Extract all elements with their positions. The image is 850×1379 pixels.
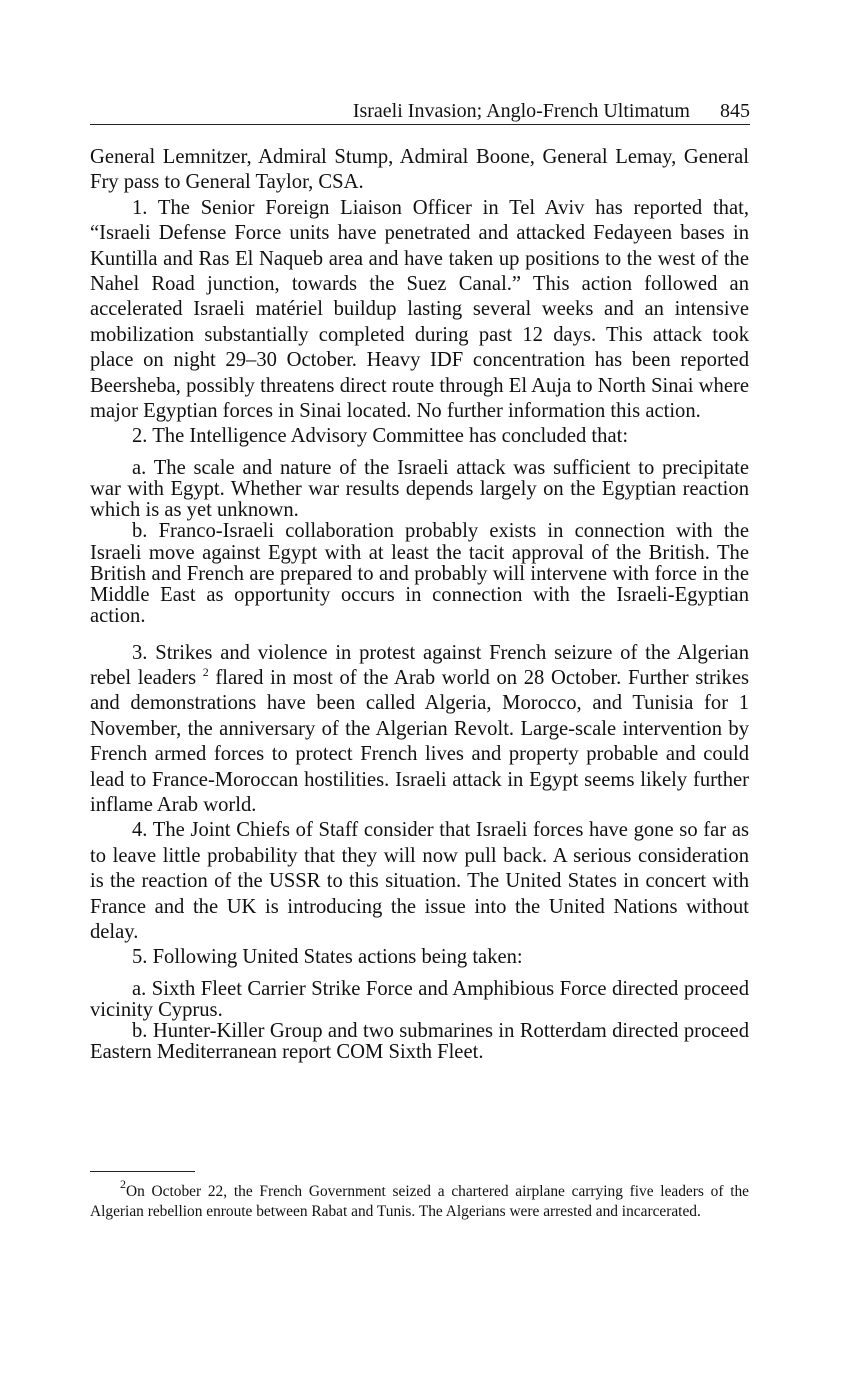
footnote-text: On October 22, the French Government seized a chartered airplane carrying five leaders of the Algerian rebellion enroute between Rabat and Tunis. The Algerians were arrested and incarcerated. [90, 1183, 749, 1220]
paragraph-2: 2. The Intelligence Advisory Committee has concluded that: [132, 425, 629, 448]
paragraph-4: 4. The Joint Chiefs of Staff consider that Israeli forces have gone so far as to leave little probability that they will now pull back. A serious consideration is the reaction of the USSR to this situation. The United States in concert with France and the UK is introducing the issue into the United Nations without delay. [90, 819, 749, 943]
running-title: Israeli Invasion; Anglo-French Ultimatum [352, 100, 690, 122]
footnote-divider [90, 1171, 195, 1172]
paragraph-2b: b. Franco-Israeli collaboration probably exists in connection with the Israeli move against Egypt with at least the tacit approval of the British. The British and French are prepared to and probably will intervene with force in the Middle East as opportunity occurs in connection with the Israeli-Egyptian action. [90, 520, 749, 628]
body-text [90, 145, 749, 1064]
paragraph-5b: b. Hunter-Killer Group and two submarines in Rotterdam directed proceed Eastern Mediterranean report COM Sixth Fleet. [90, 1020, 749, 1064]
footnote [90, 1177, 749, 1221]
footnote-marker: 2 [120, 1177, 126, 1191]
addressee-paragraph: General Lemnitzer, Admiral Stump, Admiral Boone, General Lemay, General Fry pass to General Taylor, CSA. [90, 146, 749, 194]
paragraph-3 [90, 641, 749, 819]
paragraph-3-start: 3. Strikes and violence in protest against French seizure of the Algerian rebel leaders [90, 641, 749, 689]
running-header [90, 99, 750, 125]
paragraph-3-end: flared in most of the Arab world on 28 October. Further strikes and demonstrations have been called Algeria, Morocco, and Tunisia for 1 November, the anniversary of the Algerian Revolt. Large-scale intervention by French armed forces to protect French lives and property probable and could lead to France-Moroccan hostilities. Israeli attack in Egypt seems likely further inflame Arab world. [90, 666, 749, 816]
paragraph-2a: a. The scale and nature of the Israeli attack was sufficient to precipitate war with Egypt. Whether war results depends largely on the Egyptian reaction which is as yet unknown. [90, 456, 749, 522]
paragraph-5a: a. Sixth Fleet Carrier Strike Force and Amphibious Force directed proceed vicinity Cyprus. [90, 977, 749, 1021]
paragraph-1: 1. The Senior Foreign Liaison Officer in Tel Aviv has reported that, “Israeli Defense Force units have penetrated and attacked Fedayeen bases in Kuntilla and Ras El Naqueb area and have taken up positions to the west of the Nahel Road junction, towards the Suez Canal.” This action followed an accelerated Israeli matériel buildup lasting several weeks and an intensive mobilization substantially completed during past 12 days. This attack took place on night 29–30 October. Heavy IDF concentration has been reported Beersheba, possibly threatens direct route through El Auja to North Sinai where major Egyptian forces in Sinai located. No further information this action. [90, 196, 749, 423]
paragraph-5: 5. Following United States actions being taken: [132, 946, 523, 969]
footnote-reference[interactable]: 2 [202, 664, 209, 679]
page-number: 845 [720, 100, 750, 122]
